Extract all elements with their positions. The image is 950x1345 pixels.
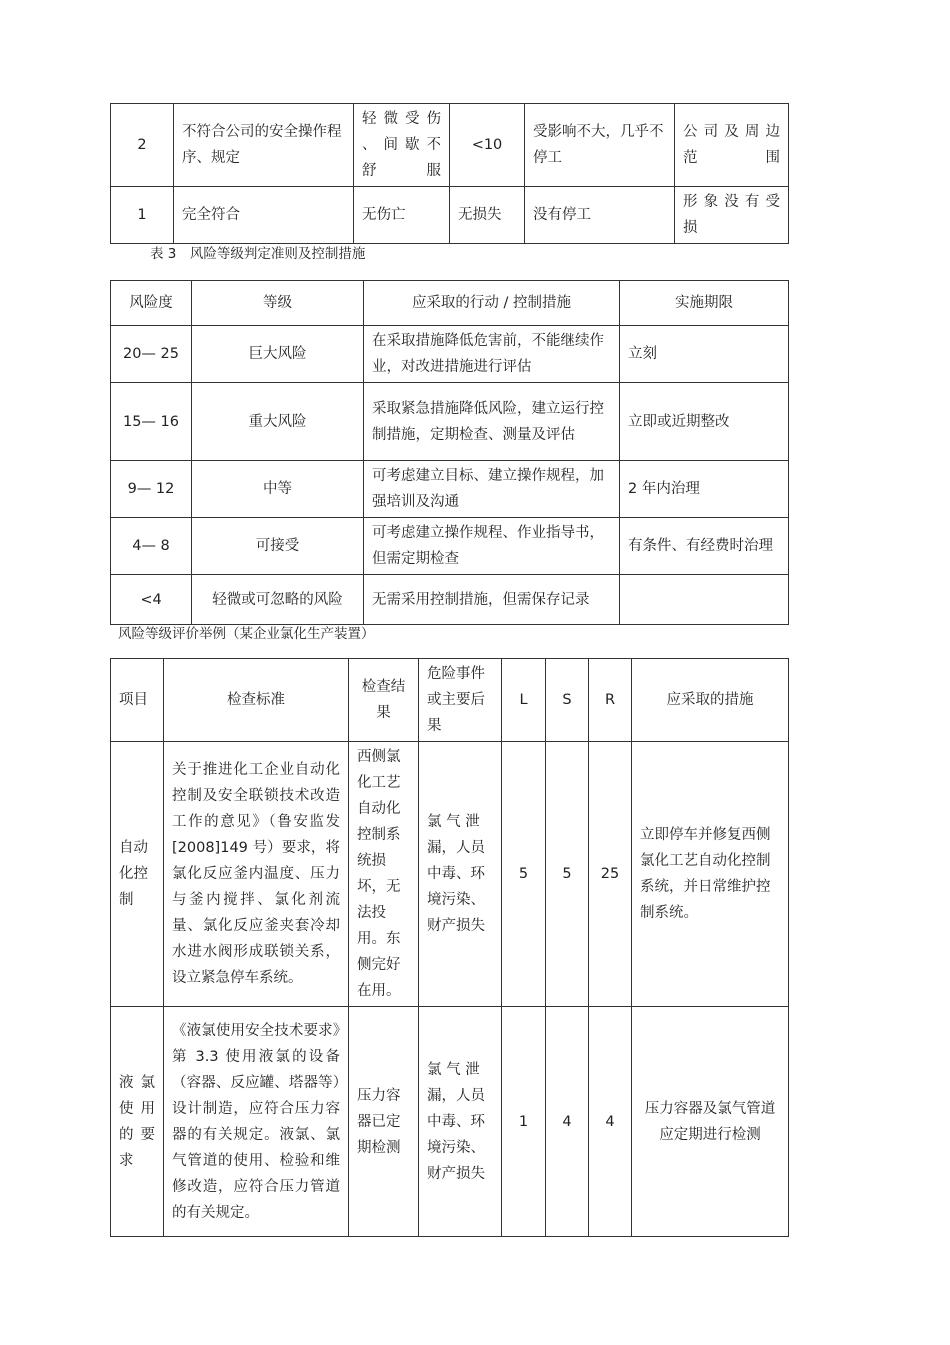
risk-level-criteria-table (110, 280, 789, 625)
standard-cell: 关于推进化工企业自动化控制及安全联锁技术改造工作的意见》（鲁安监发 [2008]149 号）要求，将氯化反应釜内温度、压力与釜内搅拌、氯化剂流量、氯化反应釜夹套冷却水进水阀形成联锁关系，设立紧急停车系统。 (164, 742, 349, 1007)
header-cell: S (546, 659, 589, 742)
header-cell: 项目 (111, 659, 164, 742)
item-cell: 自动化控制 (111, 742, 164, 1007)
degree-cell: <4 (111, 575, 192, 625)
degree-cell: 20— 25 (111, 326, 192, 383)
l-value-cell: 1 (502, 1007, 546, 1237)
grade-cell: 轻微或可忽略的风险 (192, 575, 364, 625)
period-cell: 立即或近期整改 (620, 383, 789, 461)
table-row (111, 575, 789, 625)
table-row (111, 518, 789, 575)
consequence-criteria-table (110, 103, 789, 244)
standard-cell: 《液氯使用安全技术要求》第 3.3 使用液氯的设备（容器、反应罐、塔器等）设计制造，应符合压力容器的有关规定。液氯、氯气管道的使用、检验和维修改造，应符合压力管道的有关规定。 (164, 1007, 349, 1237)
period-cell (620, 575, 789, 625)
header-cell: 危险事件或主要后果 (419, 659, 502, 742)
period-cell: 有条件、有经费时治理 (620, 518, 789, 575)
grade-cell: 中等 (192, 461, 364, 518)
header-cell: 实施期限 (620, 281, 789, 326)
action-cell: 可考虑建立操作规程、作业指导书，但需定期检查 (364, 518, 620, 575)
header-cell: 应采取的措施 (632, 659, 789, 742)
level-cell: 2 (111, 104, 174, 187)
scope-cell: 公 司 及 周 边 范围 (675, 104, 789, 187)
table-row (111, 742, 789, 1007)
injury-cell: 无伤亡 (354, 187, 450, 244)
loss-cell: <10 (450, 104, 525, 187)
injury-cell: 轻 微 受 伤 、 间 歇 不舒服 (354, 104, 450, 187)
table-row (111, 326, 789, 383)
grade-cell: 重大风险 (192, 383, 364, 461)
r-value-cell: 25 (589, 742, 632, 1007)
item-cell: 液 氯 使 用 的 要 求 (111, 1007, 164, 1237)
header-cell: 检查标准 (164, 659, 349, 742)
result-cell: 压力容器已定期检测 (349, 1007, 419, 1237)
action-cell: 采取紧急措施降低风险，建立运行控制措施，定期检查、测量及评估 (364, 383, 620, 461)
result-cell: 西侧氯化工艺自动化控制系统损坏，无法投用。东侧完好在用。 (349, 742, 419, 1007)
table-caption: 风险等级评价举例（某企业氯化生产装置） (118, 626, 375, 642)
header-cell: L (502, 659, 546, 742)
loss-cell: 无损失 (450, 187, 525, 244)
scope-cell: 形 象 没 有 受 损 (675, 187, 789, 244)
header-cell: 检查结果 (349, 659, 419, 742)
header-cell: R (589, 659, 632, 742)
requirement-cell: 完全符合 (174, 187, 354, 244)
requirement-cell: 不符合公司的安全操作程序、规定 (174, 104, 354, 187)
consequence-cell: 氯 气 泄 漏，人员中毒、环境污染、财产损失 (419, 1007, 502, 1237)
l-value-cell: 5 (502, 742, 546, 1007)
level-cell: 1 (111, 187, 174, 244)
degree-cell: 9— 12 (111, 461, 192, 518)
header-cell: 等级 (192, 281, 364, 326)
table-row (111, 1007, 789, 1237)
s-value-cell: 5 (546, 742, 589, 1007)
action-cell: 可考虑建立目标、建立操作规程，加强培训及沟通 (364, 461, 620, 518)
r-value-cell: 4 (589, 1007, 632, 1237)
table-row (111, 187, 789, 244)
table-header-row (111, 659, 789, 742)
table-header-row (111, 281, 789, 326)
table-row (111, 383, 789, 461)
production-cell: 没有停工 (525, 187, 675, 244)
degree-cell: 4— 8 (111, 518, 192, 575)
risk-evaluation-example-table (110, 658, 789, 1237)
grade-cell: 巨大风险 (192, 326, 364, 383)
header-cell: 应采取的行动 / 控制措施 (364, 281, 620, 326)
grade-cell: 可接受 (192, 518, 364, 575)
header-cell: 风险度 (111, 281, 192, 326)
measure-cell: 压力容器及氯气管道应定期进行检测 (632, 1007, 789, 1237)
s-value-cell: 4 (546, 1007, 589, 1237)
table-caption: 表 3 风险等级判定准则及控制措施 (150, 246, 366, 262)
period-cell: 立刻 (620, 326, 789, 383)
degree-cell: 15— 16 (111, 383, 192, 461)
action-cell: 无需采用控制措施，但需保存记录 (364, 575, 620, 625)
measure-cell: 立即停车并修复西侧氯化工艺自动化控制系统，并日常维护控制系统。 (632, 742, 789, 1007)
period-cell: 2 年内治理 (620, 461, 789, 518)
action-cell: 在采取措施降低危害前，不能继续作业，对改进措施进行评估 (364, 326, 620, 383)
table-row (111, 461, 789, 518)
table-row (111, 104, 789, 187)
consequence-cell: 氯 气 泄 漏，人员中毒、环境污染、财产损失 (419, 742, 502, 1007)
production-cell: 受影响不大，几乎不停工 (525, 104, 675, 187)
